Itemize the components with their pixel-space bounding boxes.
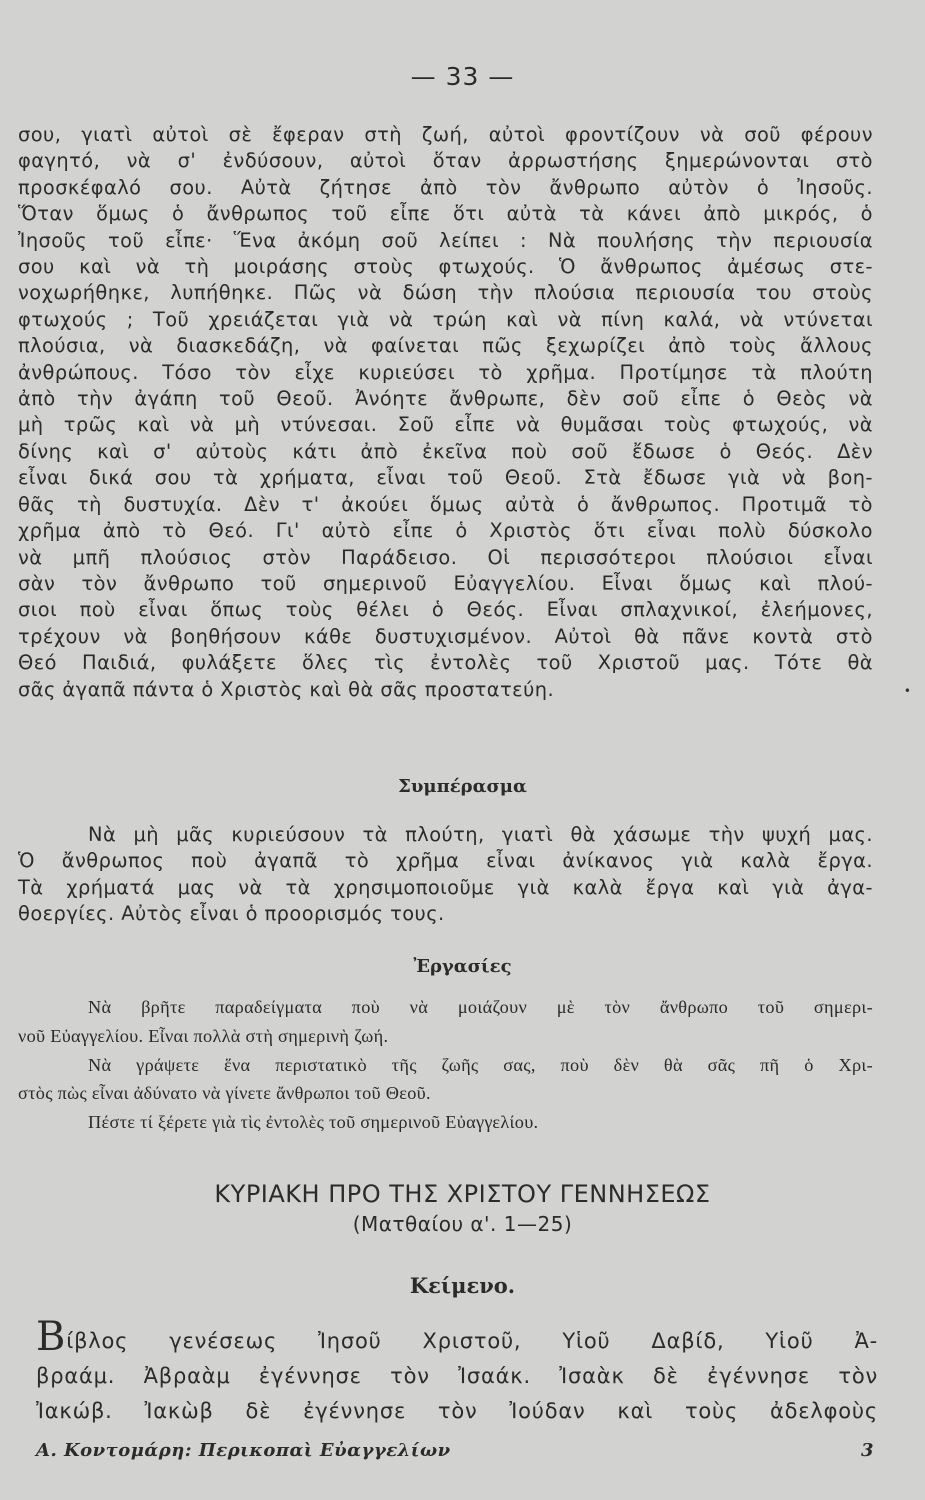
footer-author-title: Α. Κοντομάρη: Περικοπαὶ Εὐαγγελίων: [36, 1440, 451, 1461]
dropcap: Β: [36, 1314, 67, 1360]
text-line: πλούσια, νὰ διασκεδάζη, νὰ φαίνεται πῶς ξεχωρίζει ἀπὸ τοὺς ἄλλους: [18, 334, 873, 358]
text-line: Νὰ μὴ μᾶς κυριεύσουν τὰ πλούτη, γιατὶ θὰ χάσωμε τὴν ψυχή μας.: [88, 823, 873, 846]
text-heading: Κείμενο.: [409, 1273, 516, 1298]
text-line: φτωχούς ; Τοῦ χρειάζεται γιὰ νὰ τρώη καὶ νὰ πίνη καλά, νὰ ντύνεται: [18, 307, 873, 331]
gospel-line: Ἰακώβ. Ἰακὼβ δὲ ἐγέννησε τὸν Ἰούδαν καὶ τοὺς ἀδελφοὺς: [36, 1399, 878, 1423]
text-line: χρῆμα ἀπὸ τὸ Θεό. Γι' αὐτὸ εἶπε ὁ Χριστὸς ὅτι εἶναι πολὺ δύσκολο: [18, 519, 873, 543]
text-line: σιοι ποὺ εἶναι ὅπως τοὺς θέλει ὁ Θεός. Εἶναι σπλαχνικοί, ἐλεήμονες,: [18, 598, 873, 622]
text-line: τρέχουν νὰ βοηθήσουν κάθε δυστυχισμένον. Αὐτοὶ θὰ πᾶνε κοντὰ στὸ: [18, 624, 873, 648]
text-line: σου καὶ νὰ τὴ μοιράσης στοὺς φτωχούς. Ὁ ἄνθρωπος ἀμέσως στε-: [18, 255, 873, 279]
exercise-line: στὸς πὼς εἶναι ἀδύνατο νὰ γίνετε ἄνθρωποι τοῦ Θεοῦ.: [18, 1083, 431, 1104]
text-line: ἀπὸ τὴν ἀγάπη τοῦ Θεοῦ. Ἀνόητε ἄνθρωπε, δὲν σοῦ εἶπε ὁ Θεὸς νὰ: [18, 387, 873, 411]
gospel-line-text: ίβλος γενέσεως Ἰησοῦ Χριστοῦ, Υἱοῦ Δαβίδ, Υἱοῦ Ἀ-: [66, 1329, 878, 1353]
exercise-line: Πέστε τί ξέρετε γιὰ τὶς ἐντολὲς τοῦ σημερινοῦ Εὐαγγελίου.: [88, 1112, 539, 1133]
text-line: Θεό Παιδιά, φυλάξετε ὅλες τὶς ἐντολὲς τοῦ Χριστοῦ μας. Τότε θὰ: [18, 651, 873, 675]
text-line: θοεργίες. Αὐτὸς εἶναι ὁ προορισμός τους.: [18, 902, 445, 926]
exercises-heading: Ἐργασίες: [413, 956, 512, 977]
section-title: ΚΥΡΙΑΚΗ ΠΡΟ ΤΗΣ ΧΡΙΣΤΟΥ ΓΕΝΝΗΣΕΩΣ: [214, 1180, 711, 1208]
text-line: δίνης καὶ σ' αὐτοὺς κάτι ἀπὸ ἐκεῖνα ποὺ σοῦ ἔδωσε ὁ Θεός. Δὲν: [18, 439, 873, 463]
text-line: εἶναι δικά σου τὰ χρήματα, εἶναι τοῦ Θεοῦ. Στὰ ἔδωσε γιὰ νὰ βοη-: [18, 466, 873, 490]
text-line: Ἰησοῦς τοῦ εἶπε· Ἕνα ἀκόμη σοῦ λείπει : Νὰ πουλήσης τὴν περιουσία: [18, 228, 873, 252]
text-line: φαγητό, νὰ σ' ἐνδύσουν, αὐτοὶ ὅταν ἀρρωστήσης ξημερώνονται στὸ: [18, 149, 873, 173]
exercises-list: [18, 993, 873, 1137]
exercise-line: Νὰ γράψετε ἕνα περιστατικὸ τῆς ζωῆς σας, ποὺ δὲν θὰ σᾶς πῆ ὁ Χρι-: [88, 1054, 873, 1075]
text-line: σὰν τὸν ἄνθρωπο τοῦ σημερινοῦ Εὐαγγελίου. Εἶναι ὅμως καὶ πλού-: [18, 571, 873, 595]
text-line: μὴ τρῶς καὶ νὰ μὴ ντύνεσαι. Σοῦ εἶπε νὰ θυμᾶσαι τοὺς φτωχούς, νὰ: [18, 413, 873, 437]
gospel-line: [36, 1314, 878, 1360]
gospel-line: βραάμ. Ἀβραὰμ ἐγέννησε τὸν Ἰσαάκ. Ἰσαὰκ δὲ ἐγέννησε τὸν: [36, 1364, 878, 1388]
text-line: νοχωρήθηκε, λυπήθηκε. Πῶς νὰ δώση τὴν πλούσια περιουσία του στοὺς: [18, 281, 873, 305]
conclusion-paragraph: [18, 822, 873, 928]
scripture-reference: (Ματθαίου α'. 1—25): [352, 1212, 573, 1236]
text-line: θᾶς τὴ δυστυχία. Δὲν τ' ἀκούει ὅμως αὐτὰ ὁ ἄνθρωπος. Προτιμᾶ τὸ: [18, 492, 873, 516]
margin-mark: •: [903, 684, 911, 698]
text-line: σᾶς ἀγαπᾶ πάντα ὁ Χριστὸς καὶ θὰ σᾶς προστατεύη.: [18, 677, 555, 701]
exercise-line: Νὰ βρῆτε παραδείγματα ποὺ νὰ μοιάζουν μὲ τὸν ἄνθρωπο τοῦ σημερι-: [88, 997, 873, 1017]
main-paragraph: [18, 122, 873, 703]
gospel-text: [36, 1314, 878, 1429]
text-line: Ὁ ἄνθρωπος ποὺ ἀγαπᾶ τὸ χρῆμα εἶναι ἀνίκανος γιὰ καλὰ ἔργα.: [18, 849, 873, 873]
text-line: νὰ μπῆ πλούσιος στὸν Παράδεισο. Οἱ περισσότεροι πλούσιοι εἶναι: [18, 545, 873, 569]
text-line: προσκέφαλό σου. Αὐτὰ ζήτησε ἀπὸ τὸν ἄνθρωπο αὐτὸν ὁ Ἰησοῦς.: [18, 175, 873, 199]
exercise-line: νοῦ Εὐαγγελίου. Εἶναι πολλὰ στὴ σημερινὴ ζωή.: [18, 1025, 389, 1046]
text-line: Τὰ χρήματά μας νὰ τὰ χρησιμοποιοῦμε γιὰ καλὰ ἔργα καὶ γιὰ ἀγα-: [18, 875, 873, 899]
text-line: ἀνθρώπους. Τόσο τὸν εἶχε κυριεύσει τὸ χρῆμα. Προτίμησε τὰ πλούτη: [18, 360, 873, 384]
footer-signature: 3: [860, 1440, 874, 1461]
conclusion-heading: Συμπέρασμα: [398, 776, 527, 797]
text-line: σου, γιατὶ αὐτοὶ σὲ ἔφεραν στὴ ζωή, αὐτοὶ φροντίζουν νὰ σοῦ φέρουν: [18, 123, 873, 146]
page-number: — 33 —: [410, 62, 515, 91]
text-line: Ὅταν ὅμως ὁ ἄνθρωπος τοῦ εἶπε ὅτι αὐτὰ τὰ κάνει ἀπὸ μικρός, ὁ: [18, 202, 873, 226]
